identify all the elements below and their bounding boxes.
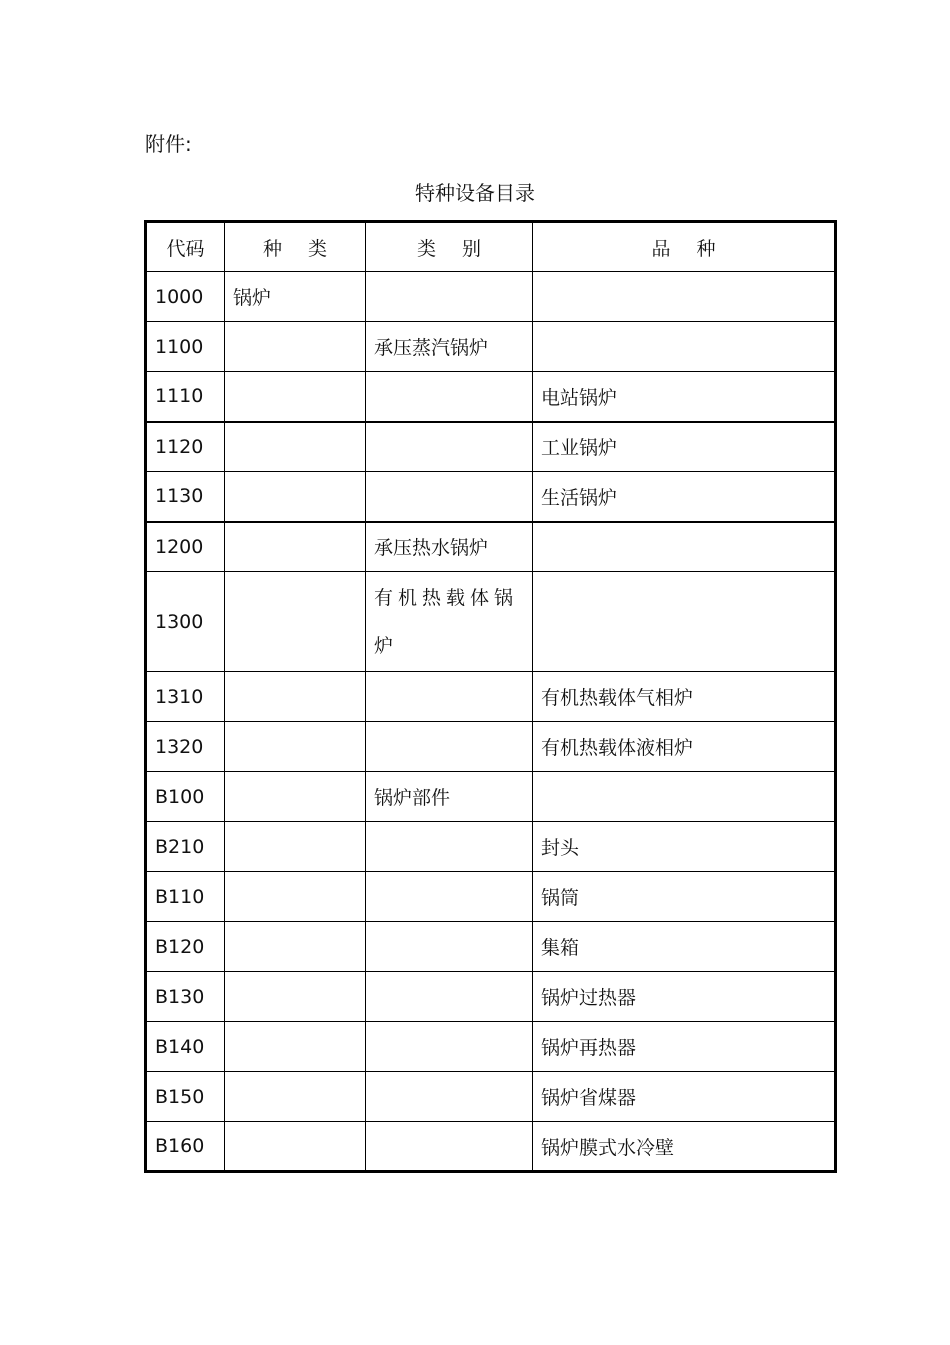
cell-code: 1200 [146, 522, 225, 572]
table-row [146, 422, 836, 472]
cell-kind [225, 1072, 366, 1122]
cell-variety: 锅炉膜式水冷壁 [533, 1122, 836, 1172]
cell-kind [225, 1022, 366, 1072]
cell-code: 1110 [146, 372, 225, 422]
cell-kind [225, 772, 366, 822]
cell-variety: 集箱 [533, 922, 836, 972]
cell-variety: 有机热载体液相炉 [533, 722, 836, 772]
cell-category [366, 472, 533, 522]
table-row [146, 572, 836, 672]
cell-variety: 锅炉再热器 [533, 1022, 836, 1072]
cell-kind [225, 922, 366, 972]
cell-kind [225, 672, 366, 722]
cell-code: 1300 [146, 572, 225, 672]
table-row [146, 1072, 836, 1122]
table-row [146, 1022, 836, 1072]
table-row [146, 772, 836, 822]
cell-variety: 工业锅炉 [533, 422, 836, 472]
cell-kind [225, 872, 366, 922]
cell-code: B110 [146, 872, 225, 922]
cell-code: B130 [146, 972, 225, 1022]
cell-category: 有机热载体锅炉 [366, 572, 533, 672]
table-row [146, 922, 836, 972]
table-row [146, 1122, 836, 1172]
cell-code: B160 [146, 1122, 225, 1172]
cell-category [366, 272, 533, 322]
cell-code: 1120 [146, 422, 225, 472]
cell-variety: 电站锅炉 [533, 372, 836, 422]
cell-category [366, 722, 533, 772]
table-row [146, 322, 836, 372]
cell-variety [533, 772, 836, 822]
cell-variety: 锅炉省煤器 [533, 1072, 836, 1122]
equipment-catalog-table [144, 220, 837, 1173]
cell-category: 承压热水锅炉 [366, 522, 533, 572]
attachment-label: 附件: [145, 132, 192, 156]
cell-kind [225, 522, 366, 572]
cell-category: 锅炉部件 [366, 772, 533, 822]
cell-code: B210 [146, 822, 225, 872]
cell-code: B100 [146, 772, 225, 822]
cell-category [366, 1072, 533, 1122]
cell-code: B120 [146, 922, 225, 972]
header-category: 类别 [366, 222, 533, 272]
header-variety: 品种 [533, 222, 836, 272]
cell-code: 1100 [146, 322, 225, 372]
cell-category [366, 372, 533, 422]
table-row [146, 472, 836, 522]
table-row [146, 522, 836, 572]
cell-kind: 锅炉 [225, 272, 366, 322]
cell-category [366, 672, 533, 722]
cell-code: B150 [146, 1072, 225, 1122]
cell-kind [225, 722, 366, 772]
cell-code: 1000 [146, 272, 225, 322]
table-row [146, 722, 836, 772]
cell-kind [225, 1122, 366, 1172]
cell-variety: 锅筒 [533, 872, 836, 922]
table-row [146, 872, 836, 922]
cell-category [366, 922, 533, 972]
cell-category [366, 422, 533, 472]
cell-variety: 封头 [533, 822, 836, 872]
cell-kind [225, 822, 366, 872]
cell-variety [533, 522, 836, 572]
cell-category [366, 1022, 533, 1072]
cell-category: 承压蒸汽锅炉 [366, 322, 533, 372]
cell-variety [533, 572, 836, 672]
table-row [146, 822, 836, 872]
cell-category [366, 1122, 533, 1172]
cell-category [366, 872, 533, 922]
table-header-row [146, 222, 836, 272]
header-code: 代码 [146, 222, 225, 272]
table-row [146, 672, 836, 722]
cell-code: 1310 [146, 672, 225, 722]
cell-variety: 有机热载体气相炉 [533, 672, 836, 722]
document-title: 特种设备目录 [415, 181, 535, 205]
cell-code: 1130 [146, 472, 225, 522]
cell-category [366, 972, 533, 1022]
cell-code: B140 [146, 1022, 225, 1072]
table-row [146, 972, 836, 1022]
cell-kind [225, 422, 366, 472]
cell-variety: 生活锅炉 [533, 472, 836, 522]
cell-kind [225, 572, 366, 672]
cell-kind [225, 372, 366, 422]
cell-variety: 锅炉过热器 [533, 972, 836, 1022]
header-kind: 种类 [225, 222, 366, 272]
cell-kind [225, 472, 366, 522]
cell-category [366, 822, 533, 872]
cell-kind [225, 972, 366, 1022]
cell-variety [533, 322, 836, 372]
cell-kind [225, 322, 366, 372]
cell-code: 1320 [146, 722, 225, 772]
cell-variety [533, 272, 836, 322]
table-row [146, 272, 836, 322]
table-row [146, 372, 836, 422]
